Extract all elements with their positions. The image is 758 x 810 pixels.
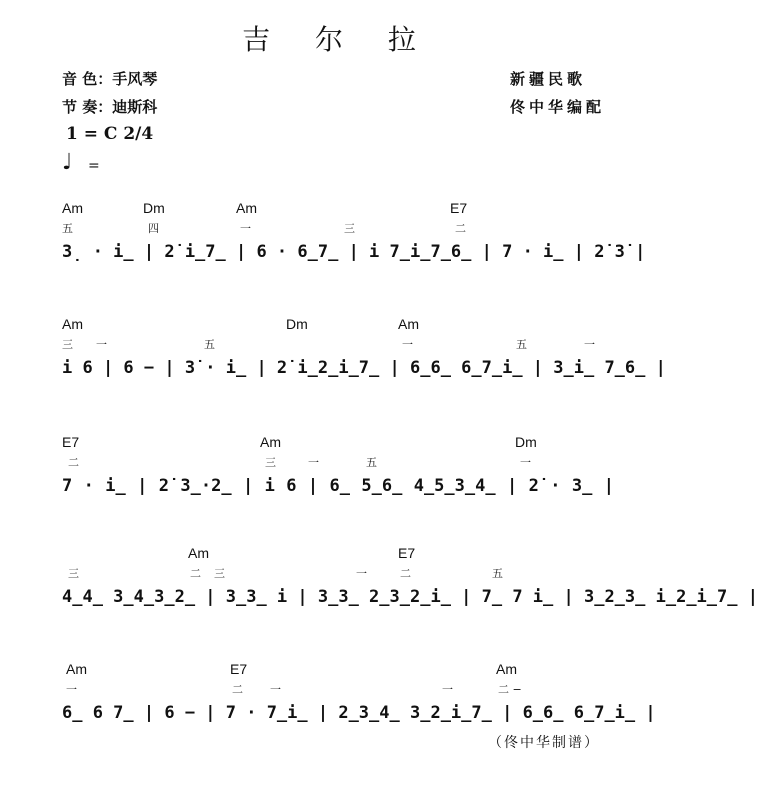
fingering-mark: 三 [214,567,225,580]
notation-line: i 6 | 6 − | 3̇ · i̲ | 2̇ i̲2̲i̲7̲ | 6̲6̲ 6̲7̲i̲ | 3̲i̲ 7̲6̲ | [62,358,666,378]
tempo-equals: = [88,158,100,174]
fingering-mark: 一 [96,338,107,351]
chord-label: Am [62,316,83,332]
chord-label: Am [62,200,83,216]
fingering-mark: 五 [204,338,215,351]
chord-label: Am [260,434,281,450]
fingering-mark: 二 [68,456,79,469]
chord-label: Dm [286,316,308,332]
quarter-note-icon: ♩ [62,150,73,175]
fingering-mark: 四 [148,222,159,235]
fingering-mark: 一 [520,456,531,469]
fingering-mark: 一 [240,222,251,235]
chord-label: E7 [230,661,248,677]
fingering-mark: 一 [308,456,319,469]
chord-label: Dm [143,200,165,216]
fingering-mark: 三 [265,456,276,469]
chord-label: Am [236,200,257,216]
origin-label: 新疆民歌 [510,70,587,88]
fingering-mark: 一 [442,683,453,696]
fingering-mark: 二 [232,683,243,696]
rhythm-label: 节 奏：迪斯科 [62,98,158,116]
chord-label: Am [496,661,517,677]
key-signature: 1 = C 2/4 [66,124,154,144]
fingering-mark: 三 [68,567,79,580]
fingering-mark: 一 [270,683,281,696]
fingering-mark: 一 [356,567,367,580]
chord-label: E7 [450,200,468,216]
fingering-mark: 二 [455,222,466,235]
fingering-mark: 五 [492,567,503,580]
chord-label: E7 [62,434,80,450]
fingering-mark: 二 [400,567,411,580]
fingering-mark: 一 [66,683,77,696]
credit-label: （佟中华制谱） [488,735,600,751]
chord-label: Am [66,661,87,677]
arranger-label: 佟中华编配 [510,98,606,116]
notation-line: 4̲4̲ 3̲4̲3̲2̲ | 3̲3̲ i | 3̲3̲ 2̲3̲2̲i̲ | 7̲ 7 i̲ | 3̲2̲3̲ i̲2̲i̲7̲ | [62,587,758,607]
chord-label: Am [188,545,209,561]
song-title: 吉 尔 拉 [242,23,434,56]
chord-label: Am [398,316,419,332]
chord-label: Dm [515,434,537,450]
chord-label: E7 [398,545,416,561]
fingering-mark: 三 [62,338,73,351]
fingering-mark: 二 − [498,683,522,696]
fingering-mark: 三 [344,222,355,235]
timbre-label: 音 色：手风琴 [62,70,158,88]
fingering-mark: 五 [366,456,377,469]
notation-line: 7 · i̲ | 2̇ 3̲·2̲ | i 6 | 6̲ 5̲6̲ 4̲5̲3̲4̲ | 2̇ · 3̲ | [62,476,614,496]
fingering-mark: 一 [402,338,413,351]
notation-line: 6̲ 6 7̲ | 6 − | 7 · 7̲i̲ | 2̲3̲4̲ 3̲2̲i̲7̲ | 6̲6̲ 6̲7̲i̲ | [62,703,656,723]
fingering-mark: 二 [190,567,201,580]
notation-line: 3̣ · i̲ | 2̇ i̲7̲ | 6 · 6̲7̲ | i 7̲i̲7̲6̲ | 7 · i̲ | 2̇ 3̇ | [62,242,646,262]
fingering-mark: 五 [516,338,527,351]
fingering-mark: 一 [584,338,595,351]
fingering-mark: 五 [62,222,73,235]
